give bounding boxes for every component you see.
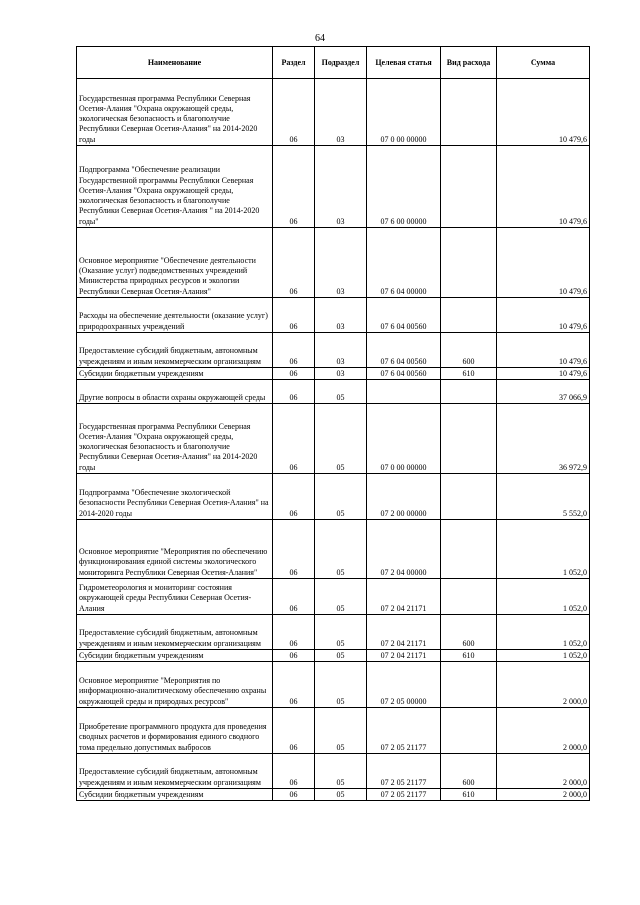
row-type — [441, 380, 497, 404]
table-row — [77, 615, 590, 650]
table-row — [77, 474, 590, 520]
row-sum: 1 052,0 — [497, 615, 590, 650]
row-name: Подпрограмма "Обеспечение экологической безопасности Республики Северная Осетия-Алания" на 2014-2020 годы — [77, 474, 273, 520]
budget-table — [76, 46, 590, 801]
row-target: 07 2 04 21171 — [367, 615, 441, 650]
row-target: 07 2 05 21177 — [367, 789, 441, 801]
row-sum: 10 479,6 — [497, 79, 590, 146]
row-target: 07 6 04 00560 — [367, 368, 441, 380]
table-row — [77, 333, 590, 368]
row-section: 06 — [273, 298, 315, 333]
row-subsection: 05 — [315, 579, 367, 615]
table-row — [77, 146, 590, 228]
header-sum: Сумма — [497, 47, 590, 79]
table-row — [77, 650, 590, 662]
header-type: Вид расхода — [441, 47, 497, 79]
row-sum: 10 479,6 — [497, 298, 590, 333]
row-type — [441, 79, 497, 146]
row-type — [441, 298, 497, 333]
row-type: 610 — [441, 789, 497, 801]
row-sum: 1 052,0 — [497, 520, 590, 579]
row-section: 06 — [273, 662, 315, 708]
row-subsection: 03 — [315, 298, 367, 333]
row-sum: 37 066,9 — [497, 380, 590, 404]
row-section: 06 — [273, 368, 315, 380]
row-type: 600 — [441, 754, 497, 789]
row-name: Предоставление субсидий бюджетным, автономным учреждениям и иным некоммерческим организациям — [77, 333, 273, 368]
row-name: Государственная программа Республики Северная Осетия-Алания "Охрана окружающей среды, экологическая безопасность и благополучие Республики Северная Осетия-Алания" на 2014-2020 годы — [77, 404, 273, 474]
row-sum: 2 000,0 — [497, 789, 590, 801]
row-name: Расходы на обеспечение деятельности (оказание услуг) природоохранных учреждений — [77, 298, 273, 333]
row-type — [441, 579, 497, 615]
row-type — [441, 228, 497, 298]
row-section: 06 — [273, 615, 315, 650]
row-name: Субсидии бюджетным учреждениям — [77, 650, 273, 662]
row-section: 06 — [273, 228, 315, 298]
row-section: 06 — [273, 79, 315, 146]
row-target: 07 2 04 21171 — [367, 579, 441, 615]
row-section: 06 — [273, 380, 315, 404]
row-target: 07 2 05 00000 — [367, 662, 441, 708]
row-subsection: 05 — [315, 662, 367, 708]
table-row — [77, 380, 590, 404]
row-type: 610 — [441, 650, 497, 662]
table-row — [77, 789, 590, 801]
row-section: 06 — [273, 404, 315, 474]
row-subsection: 03 — [315, 79, 367, 146]
header-section: Раздел — [273, 47, 315, 79]
row-name: Субсидии бюджетным учреждениям — [77, 789, 273, 801]
row-subsection: 05 — [315, 708, 367, 754]
row-subsection: 03 — [315, 333, 367, 368]
row-sum: 2 000,0 — [497, 754, 590, 789]
row-target — [367, 380, 441, 404]
table-header-row — [77, 47, 590, 79]
row-subsection: 05 — [315, 789, 367, 801]
row-target: 07 2 04 21171 — [367, 650, 441, 662]
table-row — [77, 579, 590, 615]
row-type: 600 — [441, 333, 497, 368]
row-target: 07 0 00 00000 — [367, 404, 441, 474]
table-row — [77, 708, 590, 754]
row-name: Гидрометеорология и мониторинг состояния окружающей среды Республики Северная Осетия-Алания — [77, 579, 273, 615]
row-target: 07 0 00 00000 — [367, 79, 441, 146]
table-row — [77, 298, 590, 333]
row-target: 07 2 04 00000 — [367, 520, 441, 579]
row-sum: 36 972,9 — [497, 404, 590, 474]
row-name: Подпрограмма "Обеспечение реализации Государственной программы Республики Северная Осетия-Алания "Охрана окружающей среды, экологическая безопасность и благополучие Республики Северная Осетия-Алания " на 2014-2020 годы" — [77, 146, 273, 228]
table-row — [77, 754, 590, 789]
row-target: 07 6 04 00560 — [367, 298, 441, 333]
row-type — [441, 404, 497, 474]
row-subsection: 05 — [315, 650, 367, 662]
table-row — [77, 79, 590, 146]
row-sum: 1 052,0 — [497, 650, 590, 662]
row-subsection: 05 — [315, 520, 367, 579]
row-type — [441, 708, 497, 754]
row-target: 07 2 00 00000 — [367, 474, 441, 520]
row-type — [441, 474, 497, 520]
header-name: Наименование — [77, 47, 273, 79]
row-sum: 10 479,6 — [497, 333, 590, 368]
row-section: 06 — [273, 754, 315, 789]
row-section: 06 — [273, 474, 315, 520]
page-number: 64 — [315, 33, 325, 44]
row-subsection: 05 — [315, 380, 367, 404]
table-row — [77, 228, 590, 298]
row-type: 600 — [441, 615, 497, 650]
row-name: Основное мероприятие "Мероприятия по информационно-аналитическому обеспечению охраны окружающей среды и природных ресурсов" — [77, 662, 273, 708]
row-sum: 10 479,6 — [497, 228, 590, 298]
row-name: Основное мероприятие "Мероприятия по обеспечению функционирования единой системы экологического мониторинга Республики Северная Осетия-Алания" — [77, 520, 273, 579]
row-section: 06 — [273, 789, 315, 801]
row-name: Предоставление субсидий бюджетным, автономным учреждениям и иным некоммерческим организациям — [77, 615, 273, 650]
row-subsection: 03 — [315, 368, 367, 380]
row-subsection: 05 — [315, 615, 367, 650]
row-subsection: 05 — [315, 474, 367, 520]
row-type — [441, 146, 497, 228]
row-sum: 2 000,0 — [497, 662, 590, 708]
row-sum: 10 479,6 — [497, 368, 590, 380]
row-target: 07 2 05 21177 — [367, 754, 441, 789]
row-subsection: 03 — [315, 146, 367, 228]
table-row — [77, 368, 590, 380]
row-section: 06 — [273, 520, 315, 579]
row-section: 06 — [273, 650, 315, 662]
row-name: Субсидии бюджетным учреждениям — [77, 368, 273, 380]
row-section: 06 — [273, 146, 315, 228]
row-name: Другие вопросы в области охраны окружающей среды — [77, 380, 273, 404]
row-target: 07 6 00 00000 — [367, 146, 441, 228]
table-row — [77, 520, 590, 579]
row-sum: 1 052,0 — [497, 579, 590, 615]
row-type: 610 — [441, 368, 497, 380]
row-sum: 10 479,6 — [497, 146, 590, 228]
row-name: Предоставление субсидий бюджетным, автономным учреждениям и иным некоммерческим организациям — [77, 754, 273, 789]
row-name: Государственная программа Республики Северная Осетия-Алания "Охрана окружающей среды, экологическая безопасность и благополучие Республики Северная Осетия-Алания" на 2014-2020 годы — [77, 79, 273, 146]
table-row — [77, 404, 590, 474]
header-subsection: Подраздел — [315, 47, 367, 79]
header-target: Целевая статья — [367, 47, 441, 79]
row-subsection: 05 — [315, 404, 367, 474]
row-section: 06 — [273, 579, 315, 615]
row-name: Приобретение программного продукта для проведения сводных расчетов и формирования единого сводного тома предельно допустимых выбросов — [77, 708, 273, 754]
row-type — [441, 662, 497, 708]
row-sum: 2 000,0 — [497, 708, 590, 754]
row-target: 07 6 04 00560 — [367, 333, 441, 368]
row-section: 06 — [273, 333, 315, 368]
row-sum: 5 552,0 — [497, 474, 590, 520]
row-target: 07 6 04 00000 — [367, 228, 441, 298]
row-subsection: 03 — [315, 228, 367, 298]
row-target: 07 2 05 21177 — [367, 708, 441, 754]
row-name: Основное мероприятие "Обеспечение деятельности (Оказание услуг) подведомственных учреждений Министерства природных ресурсов и экологии Республики Северная Осетия-Алания" — [77, 228, 273, 298]
row-type — [441, 520, 497, 579]
row-subsection: 05 — [315, 754, 367, 789]
row-section: 06 — [273, 708, 315, 754]
table-row — [77, 662, 590, 708]
